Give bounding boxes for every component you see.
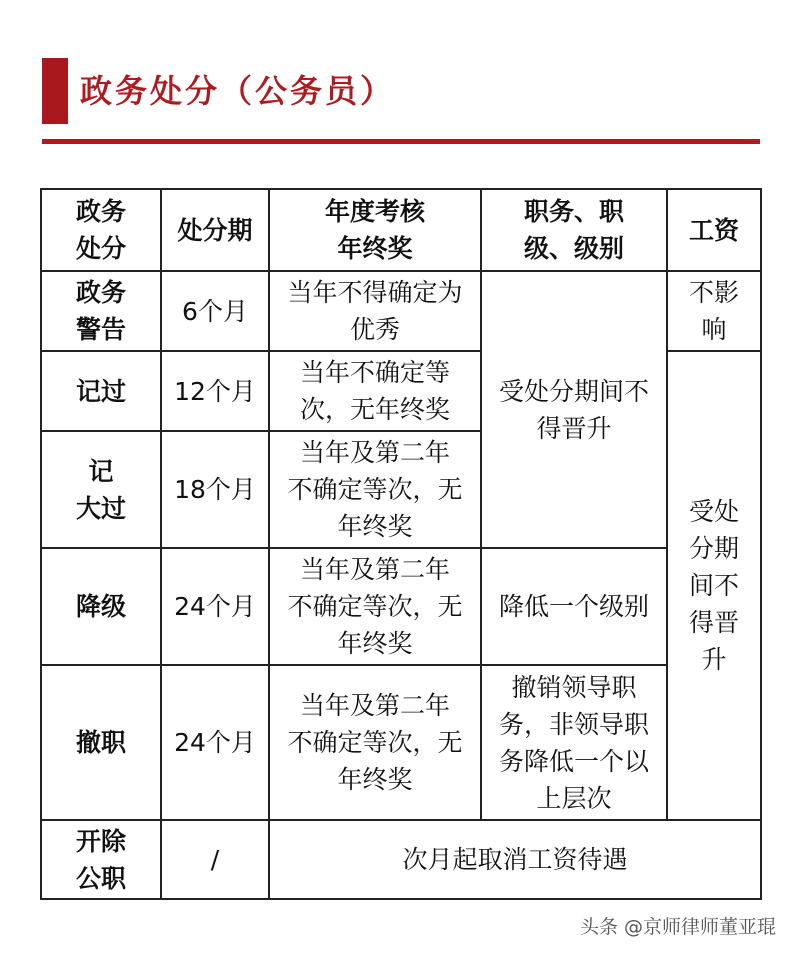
position-cell: 降低一个级别: [481, 548, 667, 665]
sanction-table: [40, 188, 762, 900]
sanction-cell: 记 大过: [41, 431, 161, 548]
period-cell: 24个月: [161, 548, 269, 665]
column-header: 工资: [667, 189, 761, 271]
table-row: [41, 665, 761, 820]
assessment-cell: 当年及第二年 不确定等次，无 年终奖: [269, 665, 481, 820]
title-divider: [42, 139, 760, 144]
table-row: [41, 271, 761, 351]
sanction-cell: 记过: [41, 351, 161, 431]
column-header: 政务 处分: [41, 189, 161, 271]
assessment-cell: 当年不得确定为 优秀: [269, 271, 481, 351]
assessment-cell: 当年不确定等 次，无年终奖: [269, 351, 481, 431]
assessment-cell: 当年及第二年 不确定等次，无 年终奖: [269, 548, 481, 665]
position-cell-merged: 受处分期间不 得晋升: [481, 271, 667, 548]
sanction-cell: 撤职: [41, 665, 161, 820]
sanction-cell: 政务 警告: [41, 271, 161, 351]
dismissal-merged-cell: 次月起取消工资待遇: [269, 820, 761, 899]
period-cell: 6个月: [161, 271, 269, 351]
period-cell: /: [161, 820, 269, 899]
assessment-cell: 当年及第二年 不确定等次，无 年终奖: [269, 431, 481, 548]
sanction-cell: 开除 公职: [41, 820, 161, 899]
period-cell: 24个月: [161, 665, 269, 820]
period-cell: 18个月: [161, 431, 269, 548]
column-header: 职务、职 级、级别: [481, 189, 667, 271]
title-accent-bar: [42, 58, 68, 124]
position-cell: 撤销领导职 务，非领导职 务降低一个以 上层次: [481, 665, 667, 820]
page-title: 政务处分（公务员）: [80, 72, 396, 110]
table-row: [41, 820, 761, 899]
column-header: 年度考核 年终奖: [269, 189, 481, 271]
sanction-cell: 降级: [41, 548, 161, 665]
salary-cell: 不影 响: [667, 271, 761, 351]
period-cell: 12个月: [161, 351, 269, 431]
watermark: 头条 @京师律师董亚琨: [579, 916, 776, 938]
salary-cell-merged: 受处 分期 间不 得晋 升: [667, 351, 761, 820]
table-row: [41, 548, 761, 665]
column-header: 处分期: [161, 189, 269, 271]
table-header-row: [41, 189, 761, 271]
